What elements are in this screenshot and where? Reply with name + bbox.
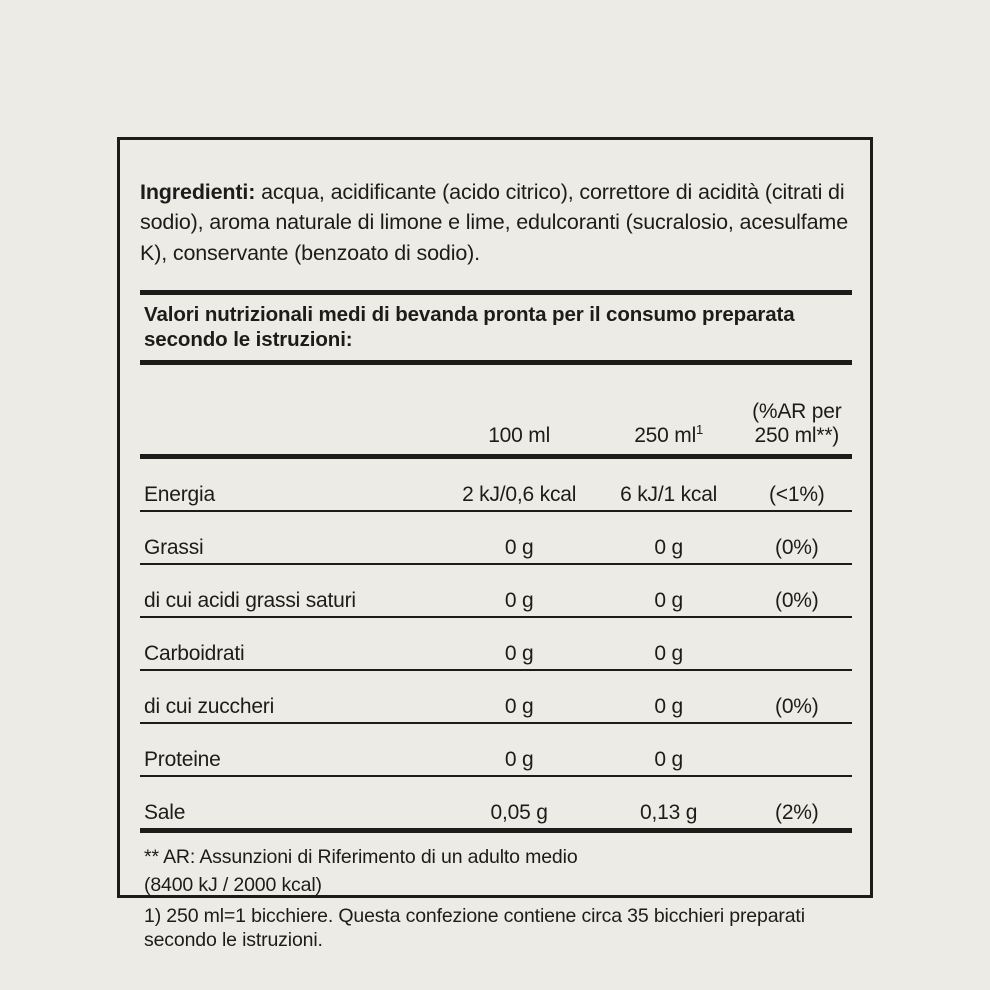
table-title: Valori nutrizionali medi di bevanda pronta per il consumo preparata secondo le istruzioni: xyxy=(144,303,795,352)
ingredients-paragraph xyxy=(140,162,852,269)
ingredients-label: Ingredienti: xyxy=(140,179,256,204)
table-row xyxy=(140,512,852,563)
row-value-ar: (0%) xyxy=(775,695,819,719)
header-cell-250ml xyxy=(596,365,742,454)
row-name: Proteine xyxy=(144,748,221,772)
row-name: Sale xyxy=(144,801,186,825)
row-value-250ml: 0 g xyxy=(654,589,683,613)
row-value-ar: (0%) xyxy=(775,589,819,613)
row-value-ar xyxy=(742,618,852,669)
row-value-250ml: 0,13 g xyxy=(640,801,698,825)
row-name: Carboidrati xyxy=(144,642,245,666)
nutrition-table xyxy=(140,365,852,833)
row-value-250ml: 0 g xyxy=(654,695,683,719)
row-value-100ml: 0 g xyxy=(504,589,534,613)
row-value-100ml: 0 g xyxy=(504,536,534,560)
footnote-marker-1: 1 xyxy=(696,421,704,437)
row-value-250ml: 0 g xyxy=(654,748,683,772)
row-name: Energia xyxy=(144,483,215,507)
row-value-100ml: 0 g xyxy=(504,695,534,719)
row-value-ar: (0%) xyxy=(775,536,819,560)
row-value-250ml: 0 g xyxy=(654,642,683,666)
nutrition-label-panel xyxy=(117,137,873,951)
row-name: Grassi xyxy=(144,536,204,560)
header-cell-ar xyxy=(742,365,852,454)
row-name: di cui zuccheri xyxy=(144,695,275,719)
row-value-100ml: 2 kJ/0,6 kcal xyxy=(462,483,577,507)
header-cell-name xyxy=(140,365,443,454)
header-ar-line1: (%AR per xyxy=(752,400,842,424)
row-value-ar: (2%) xyxy=(775,801,819,825)
footnotes-block xyxy=(140,833,852,952)
ingredients-text: acqua, acidificante (acido citrico), correttore di acidità (citrati di sodio), aroma naturale di limone e lime, edulcoranti (sucralosio, acesulfame K), conservante (benzoato di sodio). xyxy=(140,179,849,265)
table-row xyxy=(140,459,852,510)
row-name: di cui acidi grassi saturi xyxy=(144,589,356,613)
table-header-row xyxy=(140,365,852,454)
header-250ml-text: 250 ml xyxy=(634,423,697,447)
table-row xyxy=(140,565,852,616)
row-value-100ml: 0,05 g xyxy=(490,801,548,825)
header-cell-100ml: 100 ml xyxy=(488,423,551,447)
table-row xyxy=(140,777,852,828)
row-value-100ml: 0 g xyxy=(504,642,534,666)
row-value-250ml: 0 g xyxy=(654,536,683,560)
footnote-glass-note: 1) 250 ml=1 bicchiere. Questa confezione contiene circa 35 bicchieri preparati secondo le istruzioni. xyxy=(144,904,805,951)
row-value-ar xyxy=(742,724,852,775)
table-row xyxy=(140,618,852,669)
row-value-100ml: 0 g xyxy=(504,748,534,772)
table-row xyxy=(140,671,852,722)
row-value-ar: (<1%) xyxy=(769,483,825,507)
header-ar-line2: 250 ml**) xyxy=(754,423,840,447)
row-value-250ml: 6 kJ/1 kcal xyxy=(620,483,718,507)
footnote-ar-line2: (8400 kJ / 2000 kcal) xyxy=(144,873,322,896)
panel-inner xyxy=(120,162,870,951)
table-row xyxy=(140,724,852,775)
footnote-ar-line1: ** AR: Assunzioni di Riferimento di un adulto medio xyxy=(144,846,578,869)
